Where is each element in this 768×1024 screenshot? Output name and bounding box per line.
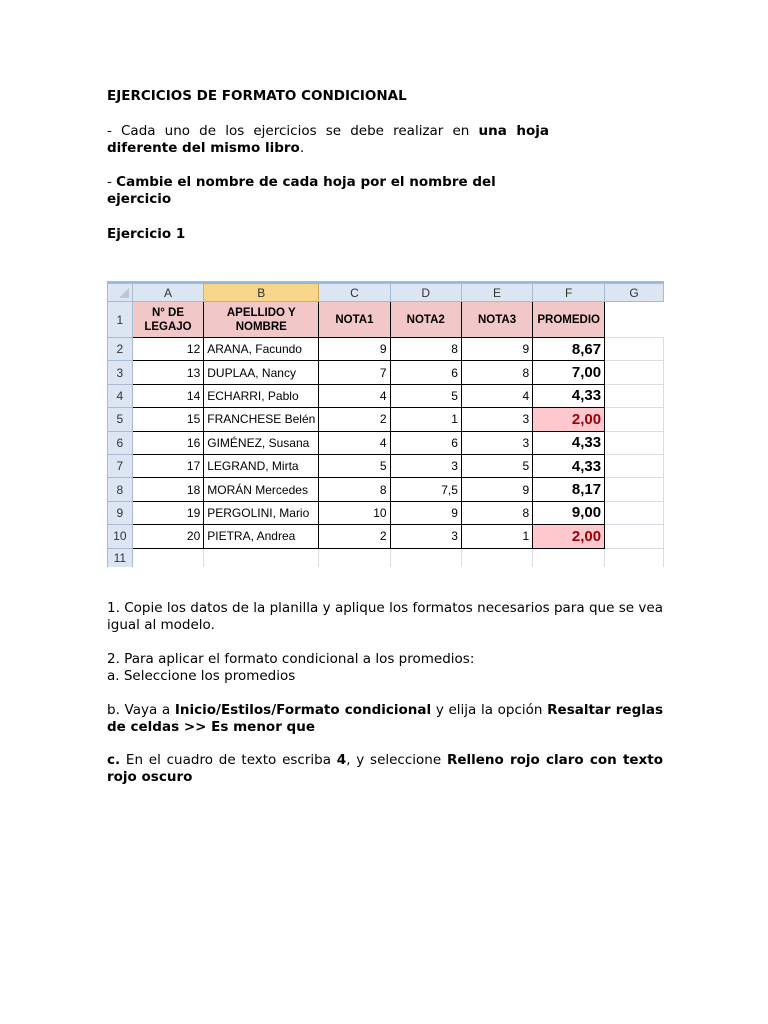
cell-nota1: 2 bbox=[319, 408, 390, 431]
empty-cell bbox=[605, 338, 664, 361]
cell-nota3: 3 bbox=[461, 408, 532, 431]
header-nota1: NOTA1 bbox=[319, 302, 390, 338]
cell-nombre: LEGRAND, Mirta bbox=[204, 454, 319, 477]
cell-nombre: PERGOLINI, Mario bbox=[204, 501, 319, 524]
table-header-row bbox=[108, 302, 664, 338]
step-c: c. En el cuadro de texto escriba 4, y seleccione Relleno rojo claro con texto rojo oscuro bbox=[107, 752, 663, 785]
cell-nota1: 2 bbox=[319, 525, 390, 548]
row-number: 9 bbox=[108, 501, 133, 524]
cell-legajo: 14 bbox=[132, 384, 204, 407]
cell-promedio: 7,00 bbox=[533, 361, 605, 384]
cell-nota2: 5 bbox=[390, 384, 461, 407]
cell-nota2: 7,5 bbox=[390, 478, 461, 501]
cell-promedio: 4,33 bbox=[533, 431, 605, 454]
table-row bbox=[108, 408, 664, 431]
empty-cell bbox=[605, 408, 664, 431]
cell-nota1: 8 bbox=[319, 478, 390, 501]
cell-nota2: 1 bbox=[390, 408, 461, 431]
cell-nota1: 4 bbox=[319, 384, 390, 407]
instruction-1: - Cada uno de los ejercicios se debe realizar en una hoja diferente del mismo libro. bbox=[107, 123, 549, 156]
cell-nombre: GIMÉNEZ, Susana bbox=[204, 431, 319, 454]
row-number: 7 bbox=[108, 454, 133, 477]
cell-nota3: 5 bbox=[461, 454, 532, 477]
cell-nota3: 3 bbox=[461, 431, 532, 454]
row-number: 5 bbox=[108, 408, 133, 431]
header-promedio: PROMEDIO bbox=[533, 302, 605, 338]
column-header: F bbox=[533, 284, 605, 302]
cell-nombre: ARANA, Facundo bbox=[204, 338, 319, 361]
cell-legajo: 19 bbox=[132, 501, 204, 524]
cell-legajo: 18 bbox=[132, 478, 204, 501]
cell-nota2: 6 bbox=[390, 361, 461, 384]
column-header-selected: B bbox=[204, 284, 319, 302]
table-row bbox=[108, 431, 664, 454]
cell-nota3: 9 bbox=[461, 338, 532, 361]
cell-promedio: 8,67 bbox=[533, 338, 605, 361]
cell-nota1: 5 bbox=[319, 454, 390, 477]
row-number: 1 bbox=[108, 302, 133, 338]
cell-nota3: 8 bbox=[461, 361, 532, 384]
empty-cell bbox=[605, 525, 664, 548]
empty-cell bbox=[461, 548, 532, 567]
step-2-line-2: a. Seleccione los promedios bbox=[107, 668, 296, 684]
cell-nota3: 1 bbox=[461, 525, 532, 548]
row-number: 8 bbox=[108, 478, 133, 501]
cell-nombre: PIETRA, Andrea bbox=[204, 525, 319, 548]
step-2 bbox=[107, 651, 663, 685]
empty-cell bbox=[390, 548, 461, 567]
table-row bbox=[108, 454, 664, 477]
spreadsheet-image bbox=[107, 281, 664, 567]
empty-cell bbox=[605, 384, 664, 407]
table-row bbox=[108, 525, 664, 548]
cell-nombre: DUPLAA, Nancy bbox=[204, 361, 319, 384]
cell-legajo: 16 bbox=[132, 431, 204, 454]
table-row bbox=[108, 361, 664, 384]
cell-nombre: ECHARRI, Pablo bbox=[204, 384, 319, 407]
column-header: D bbox=[390, 284, 461, 302]
cell-nota2: 3 bbox=[390, 525, 461, 548]
cell-legajo: 12 bbox=[132, 338, 204, 361]
header-legajo: N° DE LEGAJO bbox=[132, 302, 204, 338]
step-1: 1. Copie los datos de la planilla y aplique los formatos necesarios para que se vea igual al modelo. bbox=[107, 600, 663, 633]
cell-promedio: 2,00 bbox=[533, 525, 605, 548]
cell-nota1: 9 bbox=[319, 338, 390, 361]
cell-legajo: 20 bbox=[132, 525, 204, 548]
empty-cell bbox=[605, 431, 664, 454]
row-number: 6 bbox=[108, 431, 133, 454]
cell-nota1: 10 bbox=[319, 501, 390, 524]
cell-nota1: 7 bbox=[319, 361, 390, 384]
empty-cell bbox=[204, 548, 319, 567]
cell-nota2: 3 bbox=[390, 454, 461, 477]
empty-cell bbox=[533, 548, 605, 567]
cell-nota3: 8 bbox=[461, 501, 532, 524]
cell-promedio: 4,33 bbox=[533, 384, 605, 407]
cell-legajo: 17 bbox=[132, 454, 204, 477]
step-2-line-1: 2. Para aplicar el formato condicional a los promedios: bbox=[107, 651, 475, 667]
document-title: EJERCICIOS DE FORMATO CONDICIONAL bbox=[107, 88, 407, 104]
instruction-2: - Cambie el nombre de cada hoja por el nombre del ejercicio bbox=[107, 174, 496, 207]
empty-cell bbox=[132, 548, 204, 567]
empty-cell bbox=[605, 302, 664, 338]
empty-cell bbox=[605, 454, 664, 477]
header-nombre: APELLIDO Y NOMBRE bbox=[204, 302, 319, 338]
column-header-row bbox=[108, 284, 664, 302]
cell-promedio: 4,33 bbox=[533, 454, 605, 477]
step-b: b. Vaya a Inicio/Estilos/Formato condicional y elija la opción Resaltar reglas de celdas >> Es menor que bbox=[107, 702, 664, 735]
table-row bbox=[108, 384, 664, 407]
cell-nota1: 4 bbox=[319, 431, 390, 454]
row-number: 11 bbox=[108, 548, 133, 567]
cell-promedio: 2,00 bbox=[533, 408, 605, 431]
select-all-corner bbox=[108, 284, 133, 302]
cell-legajo: 15 bbox=[132, 408, 204, 431]
row-number: 4 bbox=[108, 384, 133, 407]
empty-cell bbox=[605, 501, 664, 524]
table-row bbox=[108, 338, 664, 361]
cell-promedio: 9,00 bbox=[533, 501, 605, 524]
row-number: 10 bbox=[108, 525, 133, 548]
cell-nombre: FRANCHESE Belén bbox=[204, 408, 319, 431]
cell-nota2: 6 bbox=[390, 431, 461, 454]
header-nota3: NOTA3 bbox=[461, 302, 532, 338]
cell-nota2: 8 bbox=[390, 338, 461, 361]
table-row bbox=[108, 478, 664, 501]
cell-nota2: 9 bbox=[390, 501, 461, 524]
column-header: E bbox=[461, 284, 532, 302]
empty-cell bbox=[605, 478, 664, 501]
column-header: A bbox=[132, 284, 204, 302]
cell-nota3: 4 bbox=[461, 384, 532, 407]
table-row-empty bbox=[108, 548, 664, 567]
column-header: G bbox=[605, 284, 664, 302]
exercise-label: Ejercicio 1 bbox=[107, 226, 186, 242]
row-number: 2 bbox=[108, 338, 133, 361]
table-row bbox=[108, 501, 664, 524]
empty-cell bbox=[605, 548, 664, 567]
cell-legajo: 13 bbox=[132, 361, 204, 384]
header-nota2: NOTA2 bbox=[390, 302, 461, 338]
column-header: C bbox=[319, 284, 390, 302]
cell-nombre: MORÁN Mercedes bbox=[204, 478, 319, 501]
cell-promedio: 8,17 bbox=[533, 478, 605, 501]
row-number: 3 bbox=[108, 361, 133, 384]
empty-cell bbox=[605, 361, 664, 384]
cell-nota3: 9 bbox=[461, 478, 532, 501]
empty-cell bbox=[319, 548, 390, 567]
spreadsheet-table bbox=[107, 283, 664, 567]
